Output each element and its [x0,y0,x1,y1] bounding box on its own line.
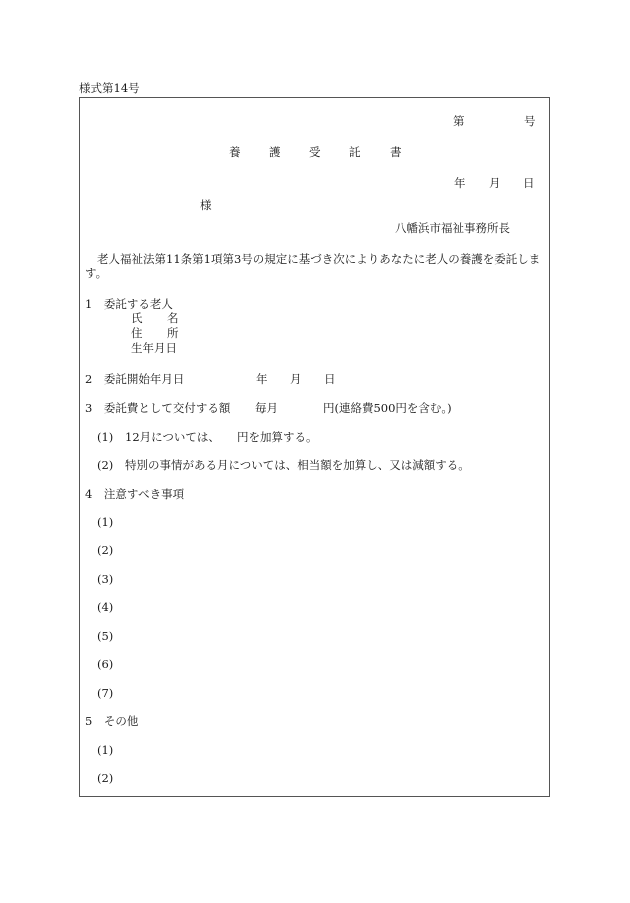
section-4-item: (5) [97,629,114,643]
addressee-suffix: 様 [200,198,212,212]
body-text-line-2: す。 [85,266,108,280]
section-3-item-1-text-b: 円を加算する。 [237,430,318,444]
date-day-label: 日 [523,176,535,190]
section-4-item: (2) [97,543,114,557]
section-3-heading: 3 委託費として交付する額 [85,401,231,415]
number-suffix: 号 [524,114,536,128]
section-5-item: (1) [97,743,114,757]
section-3-item-1-text-a: 12月については、 [125,430,220,444]
section-4-item: (1) [97,515,114,529]
section-5-item: (2) [97,771,114,785]
section-1-heading: 1 委託する老人 [85,297,173,311]
title-char-3: 受 [309,145,321,159]
start-year-label: 年 [256,372,268,386]
monthly-label: 毎月 [255,401,278,415]
date-year-label: 年 [454,176,466,190]
section-5-heading: 5 その他 [85,714,139,728]
section-4-item: (4) [97,600,114,614]
section-2-heading: 2 委託開始年月日 [85,372,185,386]
address-label-b: 所 [167,326,179,340]
document-frame [79,97,550,797]
number-prefix: 第 [453,114,465,128]
birthdate-label: 生年月日 [131,341,177,355]
title-char-2: 護 [269,145,281,159]
section-4-item: (6) [97,657,114,671]
section-4-item: (3) [97,572,114,586]
issuer-name: 八幡浜市福祉事務所長 [395,221,510,235]
title-char-4: 託 [349,145,361,159]
date-month-label: 月 [489,176,501,190]
section-4-item: (7) [97,686,114,700]
section-4-heading: 4 注意すべき事項 [85,487,185,501]
title-char-5: 書 [390,145,402,159]
section-3-item-2-number: (2) [97,458,114,472]
form-number-label: 様式第14号 [79,81,140,95]
title-char-1: 養 [229,145,241,159]
address-label-a: 住 [131,326,143,340]
name-label-a: 氏 [131,311,143,325]
section-3-item-1-number: (1) [97,430,114,444]
name-label-b: 名 [167,311,179,325]
body-text-line-1: 老人福祉法第11条第1項第3号の規定に基づき次によりあなたに老人の養護を委託しま [97,252,541,266]
start-day-label: 日 [324,372,336,386]
fee-note: 円(連絡費500円を含む。) [323,401,452,415]
start-month-label: 月 [290,372,302,386]
section-3-item-2-text: 特別の事情がある月については、相当額を加算し、又は減額する。 [125,458,470,472]
